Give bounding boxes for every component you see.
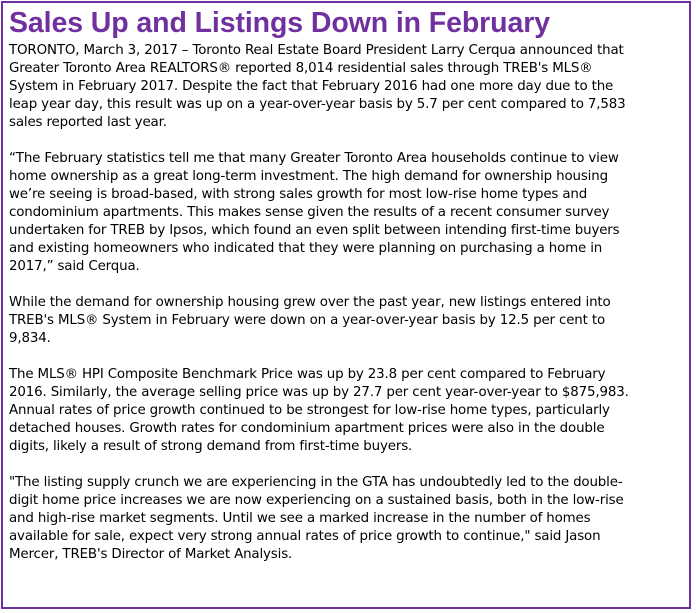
paragraph-listings: While the demand for ownership housing grew over the past year, new listings entered into TREB's MLS® System in February were down on a year-over-year basis by 12.5 per cent to 9,834. [9,295,611,346]
paragraph-cerqua-quote: “The February statistics tell me that many Greater Toronto Area households continue to view home ownership as a great long-term investment. The high demand for ownership housing we’re seeing is broad-based, with strong sales growth for most low-rise home types and condominium apartments. This makes sense given the results of a recent consumer survey undertaken for TREB by Ipsos, which found an even split between intending first-time buyers and existing homeowners who indicated that they were planning on purchasing a home in 2017,” said Cerqua. [9,151,620,274]
paragraph-sales: TORONTO, March 3, 2017 – Toronto Real Estate Board President Larry Cerqua announced that Greater Toronto Area REALTORS® reported 8,014 residential sales through TREB's MLS® System in February 2017. Despite the fact that February 2016 had one more day due to the leap year day, this result was up on a year-over-year basis by 5.7 per cent compared to 7,583 sales reported last year. [9,43,626,130]
paragraph-prices: The MLS® HPI Composite Benchmark Price was up by 23.8 per cent compared to February 2016. Similarly, the average selling price was up by 27.7 per cent year-over-year to $875,983. Annual rates of price growth continued to be strongest for low-rise home types, particularly detached houses. Growth rates for condominium apartment prices were also in the double digits, likely a result of strong demand from first-time buyers. [9,367,629,454]
headline: Sales Up and Listings Down in February [9,7,550,39]
paragraph-mercer-quote: "The listing supply crunch we are experiencing in the GTA has undoubtedly led to the double- digit home price increases we are now experiencing on a sustained basis, both in the low-rise and high-rise market segments. Until we see a marked increase in the number of homes available for sale, expect very strong annual rates of price growth to continue," said Jason Mercer, TREB's Director of Market Analysis. [9,475,624,562]
press-release-box [1,1,691,609]
